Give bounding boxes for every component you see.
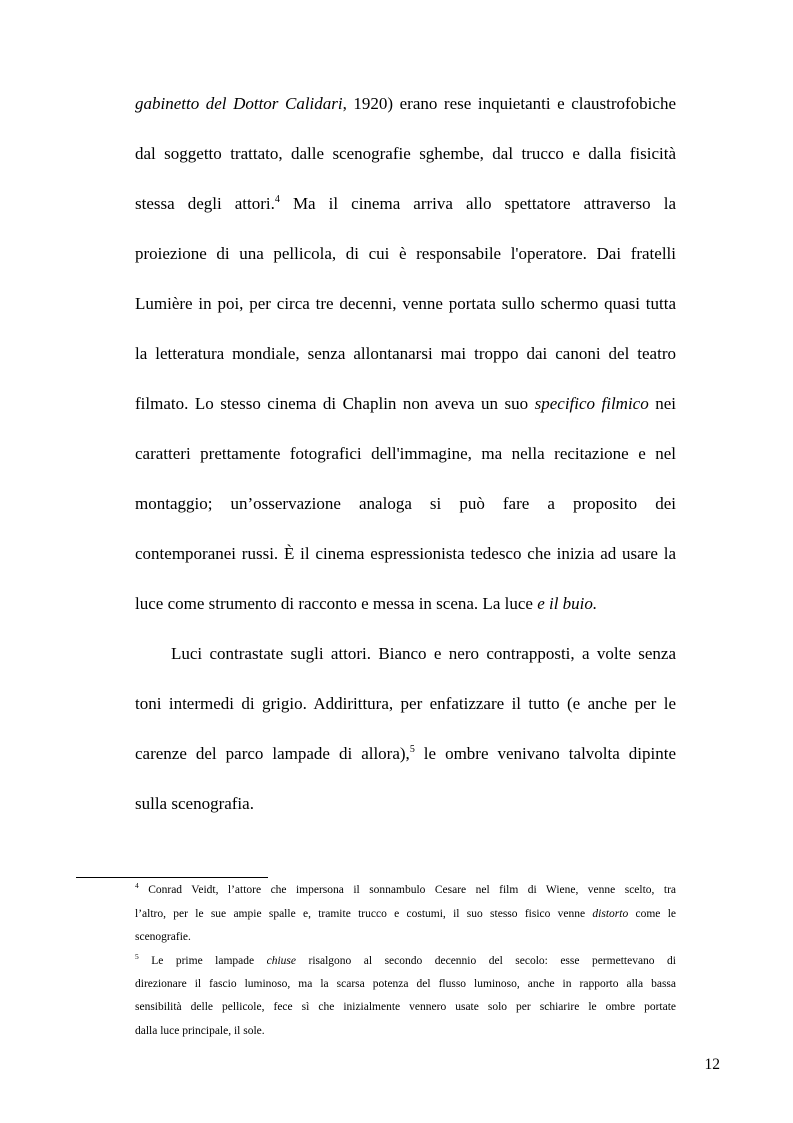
body-line: montaggio; un’osservazione analoga si può fare a proposito dei [135, 494, 676, 513]
body-line: contemporanei russi. È il cinema espressionista tedesco che inizia ad usare la [135, 544, 676, 563]
body-line: dal soggetto trattato, dalle scenografie sghembe, dal trucco e dalla fisicità [135, 144, 676, 163]
footnote-4: $^4$ Conrad Veidt, l’attore che impersona il sonnambulo Cesare nel film di Wiene, venne scelto, tra [135, 881, 676, 896]
footnote-line: sensibilità delle pellicole, fece sì che inizialmente vennero usate solo per schiarire le ombre portate [135, 1001, 676, 1013]
body-line: la letteratura mondiale, senza allontanarsi mai troppo dai canoni del teatro [135, 344, 676, 363]
footnote-5: $^5$ Le prime lampade chiuse risalgono al secondo decennio del secolo: esse permettevano di [135, 952, 676, 967]
footnote-separator [76, 877, 268, 878]
footnote-line: l’altro, per le sue ampie spalle e, tramite trucco e costumi, il suo stesso fisico venne distorto come le [135, 908, 677, 920]
body-line: filmato. Lo stesso cinema di Chaplin non aveva un suo specifico filmico nei [135, 394, 676, 413]
footnote-line: direzionare il fascio luminoso, ma la scarsa potenza del flusso luminoso, anche in rapporto alla bassa [135, 978, 676, 990]
body-line: toni intermedi di grigio. Addirittura, per enfatizzare il tutto (e anche per le [135, 694, 676, 713]
body-line: proiezione di una pellicola, di cui è responsabile l'operatore. Dai fratelli [135, 244, 676, 263]
body-line: caratteri prettamente fotografici dell'immagine, ma nella recitazione e nel [135, 444, 676, 463]
page-number: 12 [704, 1056, 720, 1073]
body-line: carenze del parco lampade di allora),$^5$ le ombre venivano talvolta dipinte [135, 744, 676, 763]
body-line: stessa degli attori.$^4$ Ma il cinema arriva allo spettatore attraverso la [135, 194, 676, 213]
footnote-ref-5: 5 [409, 744, 415, 755]
body-line: Lumière in poi, per circa tre decenni, venne portata sullo schermo quasi tutta [135, 294, 676, 313]
body-line: gabinetto del Dottor Calidari, 1920) erano rese inquietanti e claustrofobiche [135, 94, 676, 113]
body-line: Luci contrastate sugli attori. Bianco e nero contrapposti, a volte senza [171, 644, 676, 663]
footnote-line: scenografie. [135, 931, 191, 943]
body-line: sulla scenografia. [135, 794, 254, 813]
footnote-ref-4: 4 [274, 194, 280, 205]
body-line: luce come strumento di racconto e messa in scena. La luce e il buio. [135, 594, 598, 613]
footnote-line: dalla luce principale, il sole. [135, 1025, 265, 1037]
